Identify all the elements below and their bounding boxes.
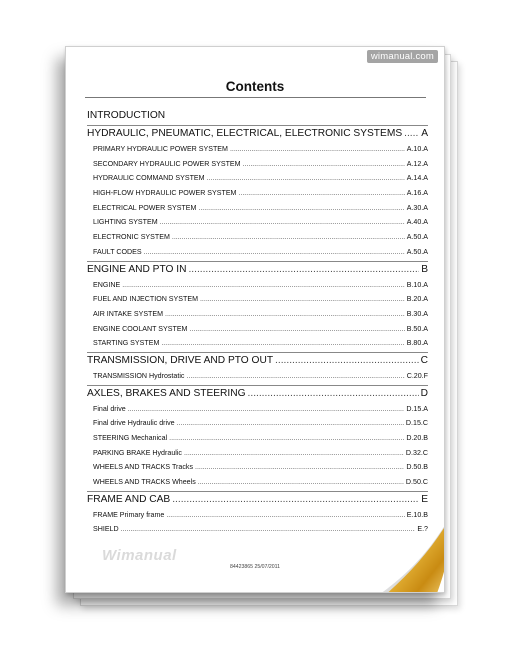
toc-entry[interactable]: [87, 460, 428, 475]
entry-code: D.50.C: [405, 478, 428, 487]
entry-code: C.20.F: [406, 371, 428, 380]
dot-leader: [186, 370, 404, 384]
entry-code: E.?: [417, 525, 428, 534]
dot-leader: [166, 509, 404, 523]
toc-entry[interactable]: [87, 278, 428, 293]
toc-entry[interactable]: [87, 369, 428, 384]
toc-entry[interactable]: [87, 336, 428, 351]
entry-label: SECONDARY HYDRAULIC POWER SYSTEM: [93, 159, 241, 168]
entry-label: LIGHTING SYSTEM: [93, 218, 158, 227]
dot-leader: [144, 246, 405, 260]
toc-entry[interactable]: [87, 416, 428, 431]
section-title: HYDRAULIC, PNEUMATIC, ELECTRICAL, ELECTRONIC SYSTEMS: [87, 128, 403, 139]
toc-entry[interactable]: [87, 508, 428, 523]
entry-label: HIGH-FLOW HYDRAULIC POWER SYSTEM: [93, 189, 237, 198]
entry-label: Final drive Hydraulic drive: [93, 419, 175, 428]
toc-section[interactable]: [87, 108, 428, 124]
section-title: AXLES, BRAKES AND STEERING: [87, 387, 246, 399]
dot-leader: [177, 417, 404, 431]
entry-code: A.50.A: [406, 247, 428, 256]
entry-code: B.10.A: [406, 280, 428, 289]
dot-leader: [165, 308, 405, 322]
section-code: A: [421, 128, 428, 139]
dot-leader: [248, 386, 419, 402]
entry-code: D.50.B: [406, 463, 428, 472]
entry-code: D.15.C: [405, 419, 428, 428]
entry-code: A.12.A: [406, 159, 428, 168]
dot-leader: [172, 231, 405, 245]
entry-code: B.50.A: [406, 324, 428, 333]
entry-label: FRAME Primary frame: [93, 510, 165, 519]
entry-code: E.10.B: [406, 510, 428, 519]
entry-code: A.50.A: [406, 233, 428, 242]
section-title: FRAME AND CAB: [87, 493, 171, 505]
dot-leader: [189, 323, 404, 337]
toc-entry[interactable]: [87, 201, 428, 216]
section-code: C: [420, 354, 428, 366]
dot-leader: [198, 202, 404, 216]
page-curl-icon: [378, 504, 445, 593]
section-code: E: [421, 493, 428, 505]
entry-code: A.10.A: [406, 145, 428, 153]
section-title: INTRODUCTION: [87, 110, 166, 121]
dot-leader: [184, 447, 404, 461]
entry-code: D.15.A: [406, 404, 428, 413]
entry-code: A.40.A: [406, 218, 428, 227]
toc-entry[interactable]: [87, 171, 428, 186]
section-title: ENGINE AND PTO IN: [87, 263, 187, 275]
entry-label: TRANSMISSION Hydrostatic: [93, 371, 185, 380]
page-title: Contents: [225, 79, 285, 94]
entry-label: ENGINE COOLANT SYSTEM: [93, 324, 188, 333]
toc-entry[interactable]: [87, 292, 428, 307]
entry-label: STARTING SYSTEM: [93, 339, 160, 348]
entry-label: ENGINE: [93, 280, 121, 289]
table-of-contents: [87, 108, 428, 537]
page-footer: 84423865 25/07/2011: [229, 564, 281, 570]
toc-section[interactable]: [87, 126, 428, 142]
entry-label: STEERING Mechanical: [93, 434, 168, 442]
dot-leader: [195, 461, 404, 475]
toc-entry[interactable]: [87, 142, 428, 157]
toc-entry[interactable]: [87, 322, 428, 337]
watermark-logo: Wimanual: [102, 547, 177, 564]
dot-leader: [200, 293, 405, 307]
dot-leader: [161, 337, 404, 351]
dot-leader: [404, 126, 419, 142]
entry-code: B.20.A: [406, 295, 428, 304]
dot-leader: [121, 523, 416, 537]
dot-leader: [230, 143, 405, 157]
entry-label: WHEELS AND TRACKS Wheels: [93, 478, 196, 487]
entry-label: SHIELD: [93, 525, 119, 534]
toc-entry[interactable]: [87, 446, 428, 461]
site-watermark: wimanual.com: [367, 50, 438, 63]
dot-leader: [160, 216, 405, 230]
entry-code: B.80.A: [406, 339, 428, 348]
section-code: D: [420, 387, 428, 399]
entry-label: WHEELS AND TRACKS Tracks: [93, 463, 193, 472]
toc-section[interactable]: [87, 262, 428, 278]
dot-leader: [243, 158, 405, 172]
entry-code: B.30.A: [406, 309, 428, 318]
entry-code: A.14.A: [406, 174, 428, 183]
entry-code: D.32.C: [405, 448, 428, 457]
dot-leader: [275, 353, 419, 369]
dot-leader: [188, 262, 419, 278]
entry-label: Final drive: [93, 404, 126, 413]
toc-entry[interactable]: [87, 431, 428, 446]
toc-section[interactable]: [87, 386, 428, 402]
title-divider: [85, 97, 426, 98]
entry-label: ELECTRONIC SYSTEM: [93, 233, 170, 242]
entry-label: AIR INTAKE SYSTEM: [93, 309, 164, 318]
entry-code: A.30.A: [406, 203, 428, 212]
toc-entry[interactable]: [87, 307, 428, 322]
entry-label: PRIMARY HYDRAULIC POWER SYSTEM: [93, 145, 228, 153]
toc-entry[interactable]: [87, 230, 428, 245]
toc-section[interactable]: [87, 353, 428, 369]
dot-leader: [128, 403, 405, 417]
dot-leader: [122, 279, 405, 293]
toc-entry[interactable]: [87, 186, 428, 201]
section-code: B: [421, 263, 428, 275]
section-title: TRANSMISSION, DRIVE AND PTO OUT: [87, 354, 274, 366]
dot-leader: [198, 476, 404, 490]
entry-label: ELECTRICAL POWER SYSTEM: [93, 203, 197, 212]
toc-entry[interactable]: [87, 215, 428, 230]
entry-label: PARKING BRAKE Hydraulic: [93, 448, 182, 457]
entry-code: D.20.B: [406, 434, 428, 442]
entry-code: A.16.A: [406, 189, 428, 198]
entry-label: FAULT CODES: [93, 247, 142, 256]
entry-label: HYDRAULIC COMMAND SYSTEM: [93, 174, 205, 183]
toc-entry[interactable]: [87, 475, 428, 490]
dot-leader: [238, 187, 404, 201]
toc-entry[interactable]: [87, 245, 428, 260]
dot-leader: [169, 432, 404, 446]
toc-section[interactable]: [87, 492, 428, 508]
toc-entry[interactable]: [87, 522, 428, 537]
document-page: [65, 46, 445, 593]
toc-entry[interactable]: [87, 402, 428, 417]
toc-entry[interactable]: [87, 157, 428, 172]
dot-leader: [207, 172, 405, 186]
entry-label: FUEL AND INJECTION SYSTEM: [93, 295, 198, 304]
